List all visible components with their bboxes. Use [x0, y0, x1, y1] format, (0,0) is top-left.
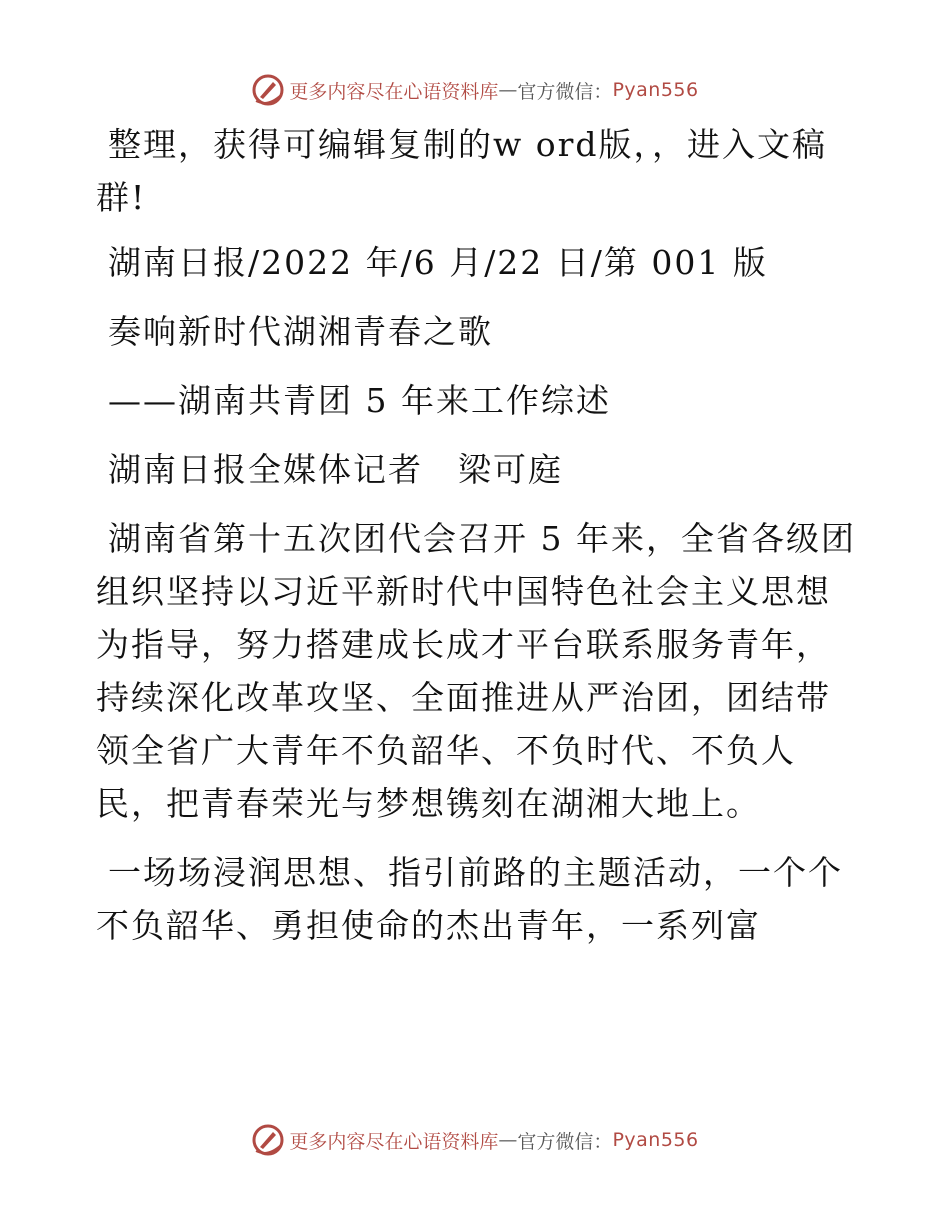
watermark-separator: — — [498, 1129, 518, 1151]
watermark-separator: — — [498, 79, 518, 101]
article-subtitle: ——湖南共青团 5 年来工作综述 — [108, 381, 611, 420]
watermark-label: 官方微信： — [517, 1130, 613, 1153]
watermark-main-text: 更多内容尽在心语资料库 — [289, 80, 499, 103]
source-line: 湖南日报/2022 年/6 月/22 日/第 001 版 — [108, 243, 768, 282]
footer-watermark — [0, 1120, 950, 1160]
watermark-wechat-id: Pyan556 — [612, 1129, 699, 1151]
watermark-label: 官方微信： — [517, 80, 613, 103]
watermark-wechat-id: Pyan556 — [612, 79, 699, 101]
article-title: 奏响新时代湖湘青春之歌 — [108, 312, 493, 351]
intro-text: 整理，获得可编辑复制的w ord版，，进入文稿群! — [96, 125, 828, 217]
header-watermark — [0, 70, 950, 110]
watermark-main-text: 更多内容尽在心语资料库 — [289, 1130, 499, 1153]
body-paragraph: 一场场浸润思想、指引前路的主题活动，一个个不负韶华、勇担使命的杰出青年，一系列富 — [96, 853, 843, 945]
byline: 湖南日报全媒体记者 梁可庭 — [108, 450, 563, 489]
logo-icon — [251, 73, 285, 107]
body-paragraph: 湖南省第十五次团代会召开 5 年来，全省各级团组织坚持以习近平新时代中国特色社会主义思想为指导，努力搭建成长成才平台联系服务青年，持续深化改革攻坚、全面推进从严治团，团结带领全省广大青年不负韶华、不负时代、不负人民，把青春荣光与梦想镌刻在湖湘大地上。 — [96, 519, 856, 823]
logo-icon — [251, 1123, 285, 1157]
document-body — [96, 118, 856, 968]
